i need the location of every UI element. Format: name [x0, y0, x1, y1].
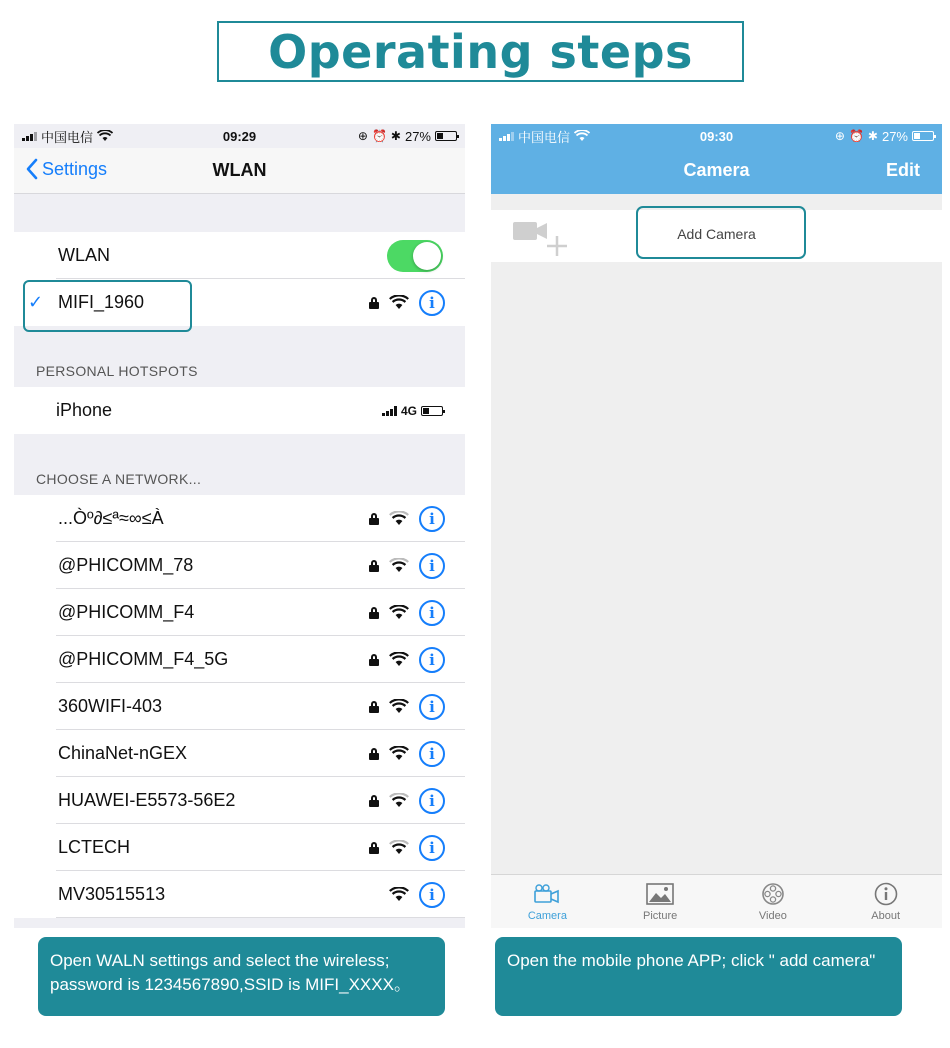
instruction-caption-left: Open WALN settings and select the wireless; password is 1234567890,SSID is MIFI_XXXX。 [38, 937, 445, 1016]
network-name: @PHICOMM_F4_5G [58, 649, 229, 669]
lock-icon [369, 560, 379, 572]
network-name: @PHICOMM_78 [58, 555, 194, 575]
choose-network-header: CHOOSE A NETWORK... [36, 471, 202, 487]
picture-icon [646, 882, 674, 906]
info-icon[interactable]: i [419, 553, 445, 579]
camera-icon [533, 882, 561, 906]
wlan-settings-screen [14, 124, 465, 928]
chevron-left-icon [26, 158, 38, 180]
battery-percent: 27% [881, 128, 908, 144]
wifi-icon [389, 511, 409, 526]
wlan-label: WLAN [58, 245, 111, 265]
connected-network-name: MIFI_1960 [58, 292, 145, 312]
add-camera-label: Add Camera [677, 226, 756, 242]
nav-bar [14, 148, 465, 194]
bluetooth-icon: ✱ [390, 129, 401, 143]
network-row[interactable] [14, 542, 465, 589]
battery-icon [912, 131, 934, 141]
alarm-icon: ⏰ [371, 129, 387, 143]
network-type: 4G [400, 403, 417, 418]
lock-icon [369, 842, 379, 854]
info-icon[interactable]: i [419, 600, 445, 626]
instruction-caption-right: Open the mobile phone APP; click " add camera" [495, 937, 902, 1016]
lock-icon [369, 748, 379, 760]
tab-label: About [871, 909, 900, 922]
hotspots-header: PERSONAL HOTSPOTS [36, 363, 198, 379]
page-title: Operating steps [268, 24, 693, 79]
lock-icon [369, 795, 379, 807]
rotation-lock-icon: ⊕ [834, 129, 845, 143]
highlight-frame [23, 280, 192, 332]
network-row[interactable] [14, 824, 465, 871]
wifi-icon [389, 887, 409, 902]
title-box [217, 21, 744, 82]
network-name: ChinaNet-nGEX [58, 743, 188, 763]
network-name: ...Òº∂≤ª≈∞≤À [58, 508, 164, 528]
wifi-icon [389, 558, 409, 573]
info-icon[interactable]: i [419, 835, 445, 861]
tab-video[interactable] [717, 875, 830, 928]
network-name: MV30515513 [58, 884, 166, 904]
wifi-icon [389, 295, 409, 310]
network-name: HUAWEI-E5573-56E2 [58, 790, 236, 810]
wifi-icon [389, 699, 409, 714]
highlight-frame [636, 206, 806, 259]
carrier-label: 中国电信 [518, 129, 571, 145]
tab-label: Video [758, 909, 787, 922]
lock-icon [369, 513, 379, 525]
network-row[interactable] [14, 495, 465, 542]
wifi-icon [389, 746, 409, 761]
back-label: Settings [42, 158, 108, 179]
wlan-toggle-row [14, 232, 465, 279]
bluetooth-icon: ✱ [867, 129, 878, 143]
network-row[interactable] [14, 636, 465, 683]
wifi-status-icon [97, 130, 113, 142]
info-icon[interactable]: i [419, 506, 445, 532]
network-name: LCTECH [58, 837, 131, 857]
info-icon [872, 882, 900, 906]
edit-button[interactable]: Edit [886, 160, 920, 180]
hotspot-battery-icon [421, 406, 443, 416]
wifi-icon [389, 793, 409, 808]
wifi-icon [389, 840, 409, 855]
network-name: @PHICOMM_F4 [58, 602, 195, 622]
rotation-lock-icon: ⊕ [357, 129, 368, 143]
tab-picture[interactable] [604, 875, 717, 928]
lock-icon [369, 607, 379, 619]
cellular-signal-icon [382, 406, 397, 416]
status-time: 09:30 [699, 128, 734, 144]
status-bar [14, 124, 465, 148]
info-icon[interactable]: i [419, 882, 445, 908]
network-row[interactable] [14, 777, 465, 824]
network-row[interactable] [14, 871, 465, 918]
tab-label: Picture [643, 909, 678, 922]
carrier-label: 中国电信 [41, 129, 94, 145]
hotspot-row[interactable] [14, 387, 465, 434]
signal-icon [22, 131, 37, 141]
battery-percent: 27% [404, 128, 431, 144]
tab-camera[interactable] [491, 875, 604, 928]
info-icon[interactable]: i [419, 694, 445, 720]
info-icon[interactable]: i [419, 290, 445, 316]
video-reel-icon [759, 882, 787, 906]
status-time: 09:29 [222, 128, 257, 144]
signal-icon [499, 131, 514, 141]
hotspot-name: iPhone [56, 400, 113, 420]
wlan-toggle[interactable] [387, 240, 443, 272]
network-row[interactable] [14, 730, 465, 777]
tab-about[interactable] [829, 875, 942, 928]
wifi-status-icon [574, 130, 590, 142]
battery-icon [435, 131, 457, 141]
status-bar [491, 124, 942, 148]
info-icon[interactable]: i [419, 647, 445, 673]
nav-title: WLAN [212, 160, 267, 180]
wifi-icon [389, 652, 409, 667]
lock-icon [369, 701, 379, 713]
app-nav-bar [491, 148, 942, 194]
tab-label: Camera [527, 909, 567, 922]
lock-icon [369, 654, 379, 666]
network-list [14, 495, 465, 918]
info-icon[interactable]: i [419, 741, 445, 767]
alarm-icon: ⏰ [848, 129, 864, 143]
network-row[interactable] [14, 683, 465, 730]
checkmark-icon: ✓ [28, 292, 44, 312]
app-title: Camera [683, 160, 750, 180]
back-button[interactable] [26, 158, 107, 180]
info-icon[interactable]: i [419, 788, 445, 814]
wifi-icon [389, 605, 409, 620]
lock-icon [369, 297, 379, 309]
network-name: 360WIFI-403 [58, 696, 163, 716]
tab-bar [491, 874, 942, 928]
network-row[interactable] [14, 589, 465, 636]
